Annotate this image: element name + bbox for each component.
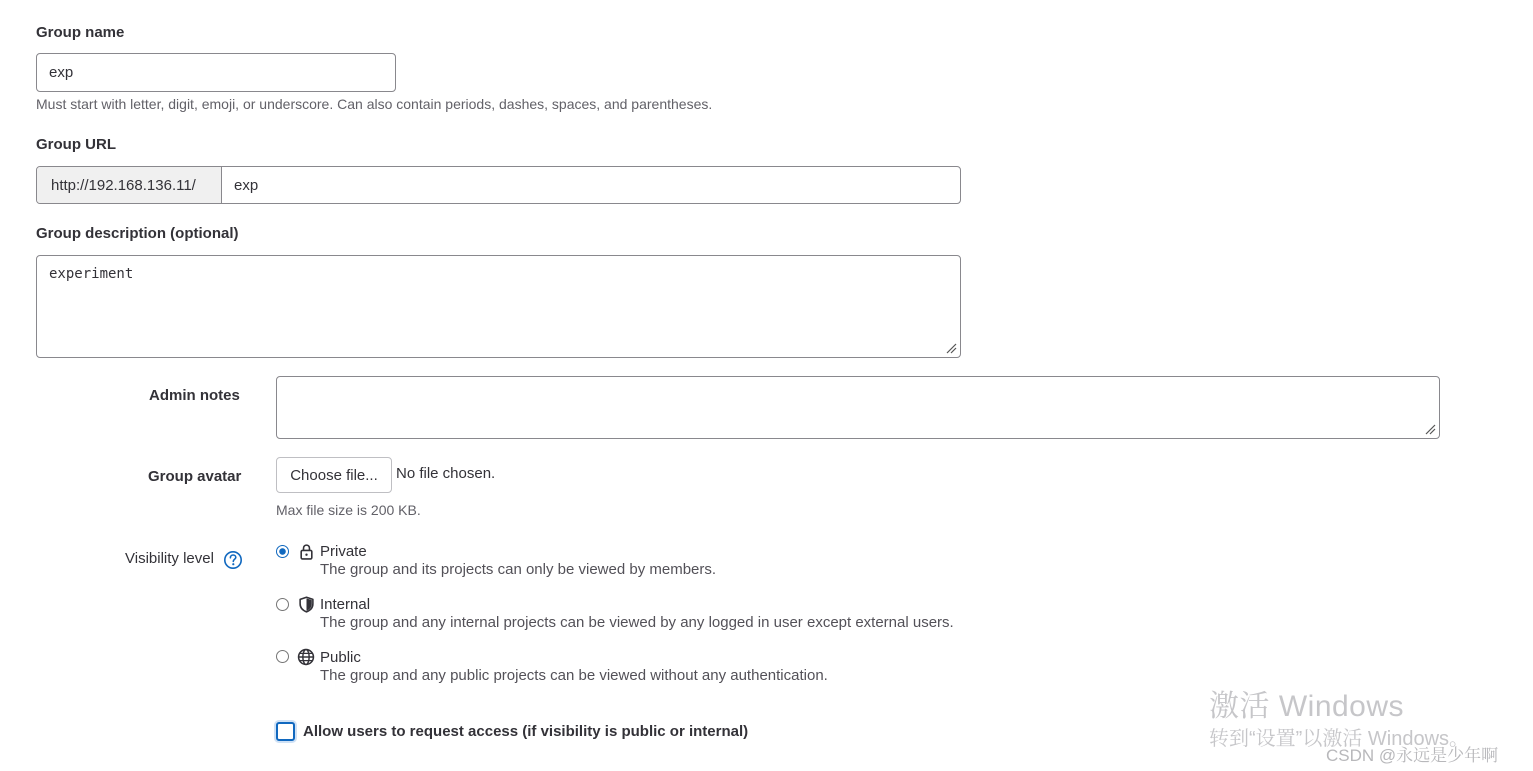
group-url-field xyxy=(36,166,961,204)
visibility-radio-internal[interactable] xyxy=(276,598,289,611)
admin-notes-textarea[interactable] xyxy=(276,376,1440,439)
group-avatar-label: Group avatar xyxy=(148,468,242,485)
request-access-checkbox[interactable] xyxy=(276,722,295,741)
avatar-help: Max file size is 200 KB. xyxy=(276,502,421,518)
question-icon[interactable] xyxy=(223,550,243,570)
csdn-watermark: CSDN @永远是少年啊 xyxy=(1326,746,1499,765)
admin-notes-label: Admin notes xyxy=(149,387,240,404)
group-url-slug-input[interactable]: exp xyxy=(234,176,259,194)
visibility-radio-private[interactable] xyxy=(276,545,289,558)
activation-watermark-title: 激活 Windows xyxy=(1209,690,1405,723)
group-name-input[interactable] xyxy=(36,53,396,92)
visibility-option-title: Public xyxy=(320,649,361,666)
group-name-value: exp xyxy=(49,64,74,81)
visibility-option-description: The group and any internal projects can be viewed by any logged in user except external users. xyxy=(320,614,954,631)
resize-grip-icon[interactable] xyxy=(945,342,957,354)
choose-file-button[interactable]: Choose file... xyxy=(276,457,392,493)
visibility-radio-public[interactable] xyxy=(276,650,289,663)
group-url-label: Group URL xyxy=(36,136,116,153)
visibility-level-label: Visibility level xyxy=(125,550,214,567)
visibility-option-title: Private xyxy=(320,543,367,560)
activation-watermark-subtitle: 转到“设置”以激活 Windows。 xyxy=(1209,728,1470,750)
group-url-prefix: http://192.168.136.11/ xyxy=(37,167,222,203)
shield-icon xyxy=(298,596,315,613)
file-status: No file chosen. xyxy=(396,465,496,482)
group-description-textarea[interactable] xyxy=(36,255,961,358)
globe-icon xyxy=(297,648,315,666)
group-description-value: experiment xyxy=(49,266,134,282)
group-name-label: Group name xyxy=(36,24,125,41)
group-description-label: Group description (optional) xyxy=(36,225,239,242)
lock-icon xyxy=(298,543,315,560)
visibility-option-title: Internal xyxy=(320,596,371,613)
resize-grip-icon[interactable] xyxy=(1424,423,1436,435)
visibility-option-description: The group and any public projects can be viewed without any authentication. xyxy=(320,667,828,684)
request-access-label[interactable]: Allow users to request access (if visibility is public or internal) xyxy=(303,723,749,740)
group-name-help: Must start with letter, digit, emoji, or underscore. Can also contain periods, dashes, spaces, and parentheses. xyxy=(36,96,713,112)
visibility-option-description: The group and its projects can only be viewed by members. xyxy=(320,561,717,578)
